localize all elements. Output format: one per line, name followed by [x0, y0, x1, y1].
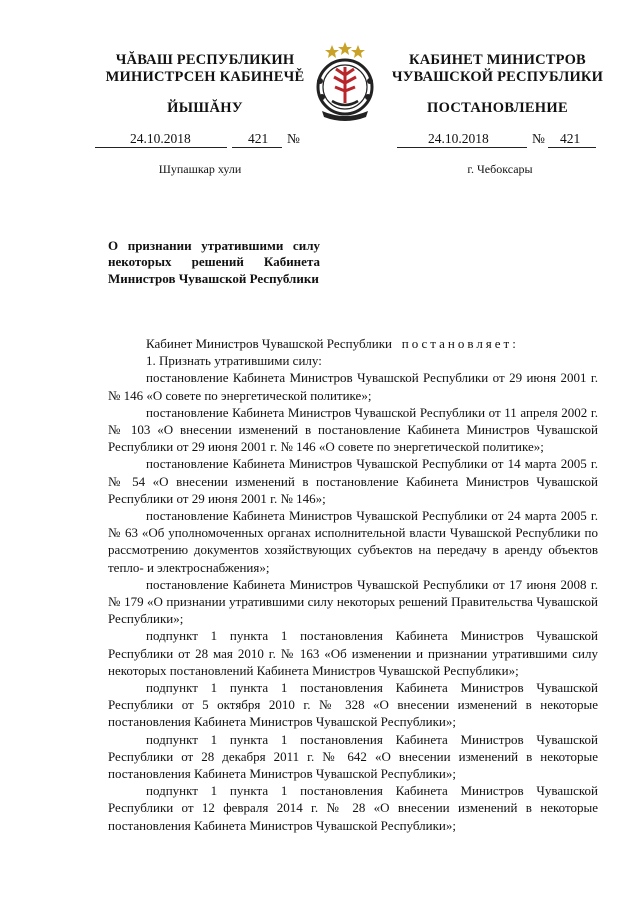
doc-type-right: ПОСТАНОВЛЕНИЕ [427, 100, 568, 116]
header-left-org [95, 52, 315, 86]
list-item: постановление Кабинета Министров Чувашской Республики от 29 июня 2001 г. № 146 «О совете по энергетической политике»; [108, 370, 598, 403]
list-item: подпункт 1 пункта 1 постановления Кабинета Министров Чувашской Республики от 28 мая 2010 г. № 163 «Об изменении и признании утратившими силу некоторых постановлений Кабинета Министров Чувашской Республики»; [108, 628, 598, 678]
list-item: постановление Кабинета Министров Чувашской Республики от 11 апреля 2002 г. № 103 «О внесении изменений в постановление Кабинета Министров Чувашской Республики от 29 июня 2001 г. № 146 «О совете по энергетической политике»; [108, 404, 598, 455]
intro-verb: постановляет: [401, 336, 519, 351]
place-right: г. Чебоксары [467, 162, 533, 176]
number-right: 421 [560, 131, 581, 146]
intro-paragraph [108, 335, 598, 352]
document-body [108, 335, 598, 834]
doc-type-left: ЙЫШĂНУ [167, 100, 243, 116]
number-left: 421 [248, 131, 269, 146]
chuvash-emblem-icon [308, 41, 382, 121]
list-item: подпункт 1 пункта 1 постановления Кабинета Министров Чувашской Республики от 28 декабря 2011 г. № 642 «О внесении изменений в некоторые постановления Кабинета Министров Чувашской Республики»; [108, 731, 598, 782]
header-right-line1: КАБИНЕТ МИНИСТРОВ [409, 52, 586, 68]
date-right: 24.10.2018 [428, 131, 489, 146]
list-item: подпункт 1 пункта 1 постановления Кабинета Министров Чувашской Республики от 12 февраля 2014 г. № 28 «О внесении изменений в некоторые постановления Кабинета Министров Чувашской Республики»; [108, 783, 598, 833]
header-left-line1: ЧĂВАШ РЕСПУБЛИКИН [115, 52, 295, 68]
date-left: 24.10.2018 [130, 131, 191, 146]
number-sign-right: № [532, 131, 545, 146]
header-left-line2: МИНИСТРСЕН КАБИНЕЧĚ [105, 69, 305, 85]
document-title: О признании утратившими силу некоторых решений Кабинета Министров Чувашской Республики [108, 238, 320, 286]
intro-text: Кабинет Министров Чувашской Республики [146, 336, 392, 351]
header-right-org [385, 52, 610, 86]
header-right-line2: ЧУВАШСКОЙ РЕСПУБЛИКИ [391, 69, 604, 85]
list-item: постановление Кабинета Министров Чувашской Республики от 24 марта 2005 г. № 63 «Об уполномоченных органах исполнительной власти Чувашской Республики по рассмотрению документов хозяйствующих субъектов на передачу в аренду объектов тепло- и электроснабжения»; [108, 508, 598, 575]
list-item: подпункт 1 пункта 1 постановления Кабинета Министров Чувашской Республики от 5 октября 2010 г. № 328 «О внесении изменений в некоторые постановления Кабинета Министров Чувашской Республики»; [108, 680, 598, 730]
list-item: постановление Кабинета Министров Чувашской Республики от 14 марта 2005 г. № 54 «О внесении изменений в постановление Кабинета Министров Чувашской Республики от 29 июня 2001 г. № 146»; [108, 456, 598, 506]
number-sign-left: № [287, 131, 300, 146]
list-item: постановление Кабинета Министров Чувашской Республики от 17 июня 2008 г. № 179 «О признании утратившими силу некоторых решений Правительства Чувашской Республики»; [108, 576, 598, 627]
item-1: 1. Признать утратившими силу: [146, 353, 322, 369]
place-left: Шупашкар хули [158, 162, 242, 176]
